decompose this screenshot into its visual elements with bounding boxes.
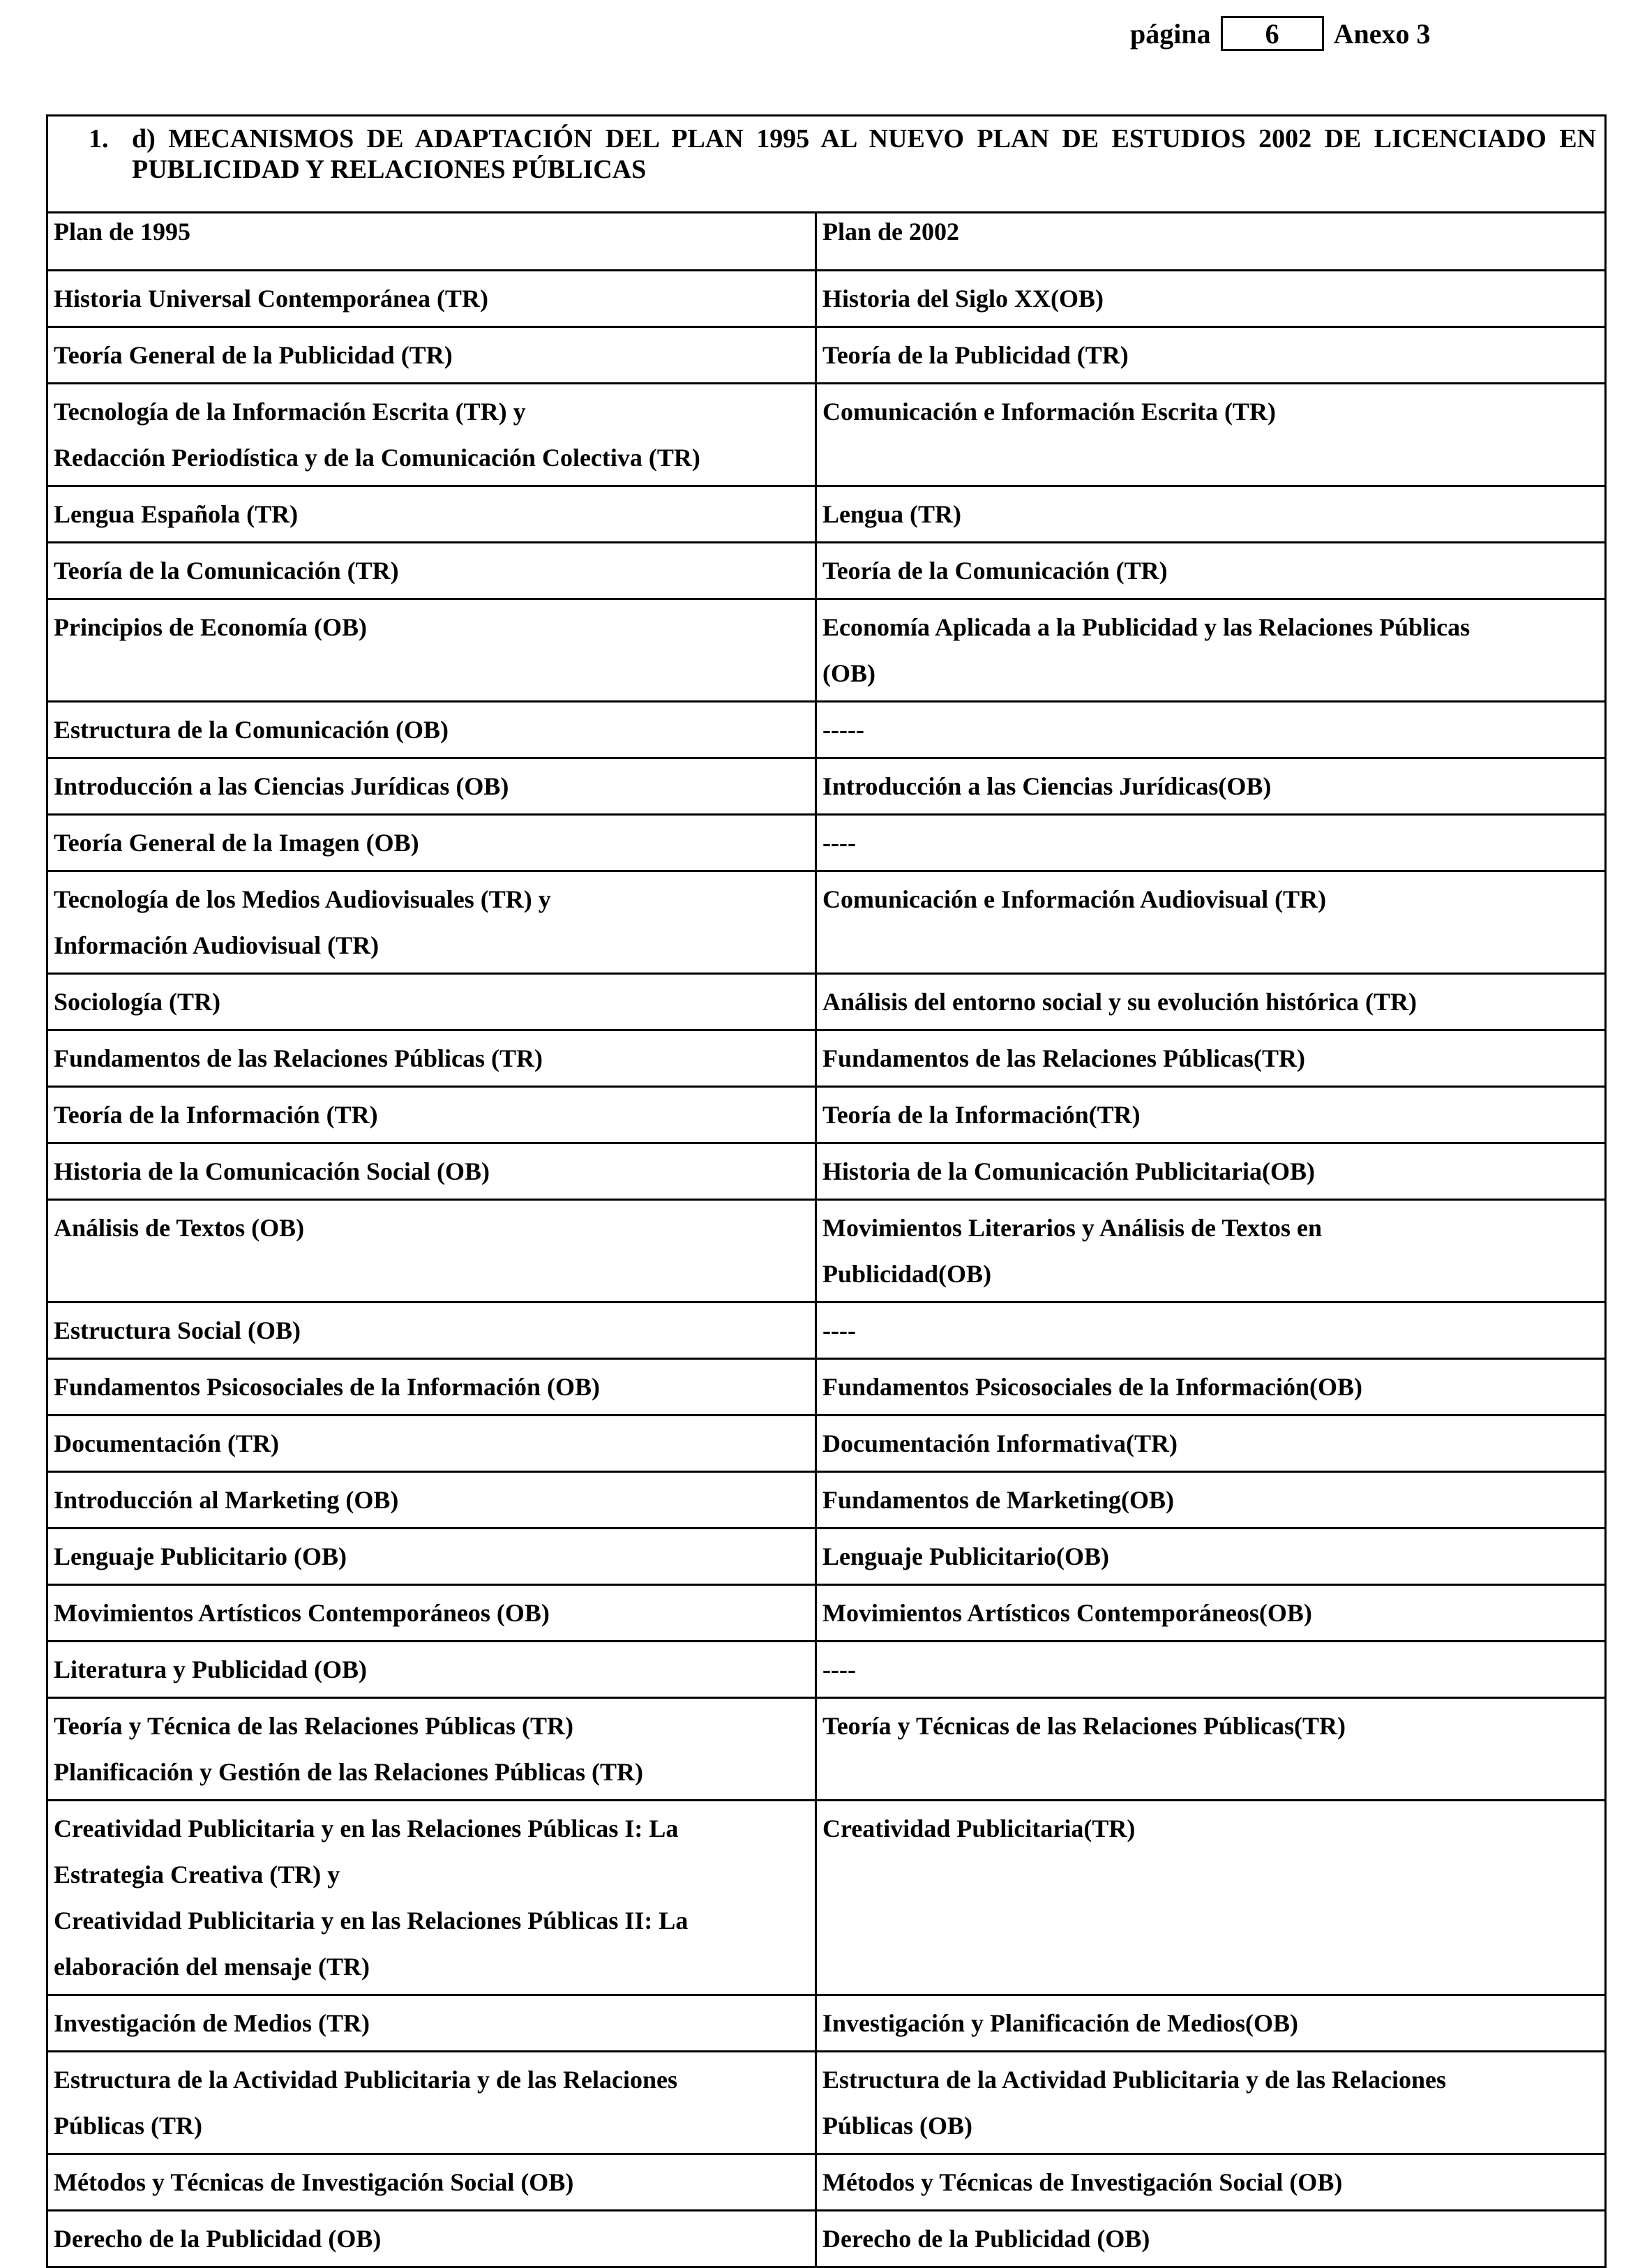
plan-2002-cell [816, 1415, 1606, 1472]
adaptation-table [46, 114, 1607, 2268]
table-row [47, 543, 1606, 599]
table-row [47, 1200, 1606, 1302]
plan-1995-subject: Movimientos Artísticos Contemporáneos (OB) [54, 1599, 550, 1627]
table-row [47, 871, 1606, 974]
plan-2002-subject: Historia de la Comunicación Publicitaria(OB) [822, 1157, 1315, 1185]
plan-1995-subject: Estrategia Creativa (TR) y [54, 1861, 340, 1888]
table-row [47, 384, 1606, 486]
plan-1995-subject: Documentación (TR) [54, 1429, 279, 1457]
plan-1995-cell [47, 1801, 816, 1995]
plan-1995-cell [47, 2154, 816, 2211]
plan-2002-subject: Publicidad(OB) [822, 1260, 992, 1288]
table-row [47, 1302, 1606, 1359]
plan-1995-subject: Introducción al Marketing (OB) [54, 1486, 399, 1514]
page-number-box [1221, 16, 1324, 51]
plan-2002-subject: Creatividad Publicitaria(TR) [822, 1815, 1136, 1842]
table-row [47, 271, 1606, 327]
plan-2002-cell [816, 1030, 1606, 1087]
annex-label: Anexo 3 [1333, 17, 1431, 50]
plan-2002-subject: ----- [822, 716, 864, 744]
table-row [47, 1030, 1606, 1087]
plan-1995-subject: Fundamentos de las Relaciones Públicas (TR) [54, 1044, 543, 1072]
plan-1995-subject: Tecnología de los Medios Audiovisuales (TR) y [54, 885, 551, 913]
page-header [1130, 13, 1431, 54]
plan-2002-subject: (OB) [822, 659, 875, 687]
plan-1995-subject: Tecnología de la Información Escrita (TR) y [54, 398, 526, 426]
plan-1995-cell [47, 1995, 816, 2052]
plan-2002-cell [816, 815, 1606, 871]
plan-1995-subject: Públicas (TR) [54, 2112, 203, 2140]
plan-2002-cell [816, 758, 1606, 815]
column-header-row [47, 213, 1606, 271]
plan-1995-subject: Redacción Periodística y de la Comunicación Colectiva (TR) [54, 444, 700, 472]
plan-1995-subject: Lengua Española (TR) [54, 500, 299, 528]
title-row [47, 116, 1606, 213]
plan-2002-subject: Lengua (TR) [822, 500, 962, 528]
plan-1995-cell [47, 974, 816, 1030]
plan-2002-subject: Públicas (OB) [822, 2112, 973, 2140]
plan-2002-subject: Estructura de la Actividad Publicitaria y de las Relaciones [822, 2066, 1446, 2094]
table-row [47, 974, 1606, 1030]
plan-1995-subject: Historia de la Comunicación Social (OB) [54, 1157, 490, 1185]
plan-2002-cell [816, 599, 1606, 702]
plan-1995-subject: Estructura de la Actividad Publicitaria y de las Relaciones [54, 2066, 677, 2094]
table-row [47, 1801, 1606, 1995]
plan-1995-subject: Métodos y Técnicas de Investigación Social (OB) [54, 2168, 574, 2196]
plan-1995-subject: Fundamentos Psicosociales de la Información (OB) [54, 1373, 600, 1401]
plan-2002-subject: Documentación Informativa(TR) [822, 1429, 1178, 1457]
plan-1995-cell [47, 1529, 816, 1585]
plan-1995-subject: Lenguaje Publicitario (OB) [54, 1542, 347, 1570]
table-row [47, 1087, 1606, 1143]
plan-2002-cell [816, 1302, 1606, 1359]
plan-1995-subject: Literatura y Publicidad (OB) [54, 1655, 367, 1683]
plan-2002-cell [816, 486, 1606, 543]
plan-2002-subject: Fundamentos Psicosociales de la Información(OB) [822, 1373, 1362, 1401]
plan-2002-subject: Teoría de la Información(TR) [822, 1101, 1141, 1129]
plan-1995-cell [47, 486, 816, 543]
plan-2002-cell [816, 1585, 1606, 1642]
plan-2002-subject: Fundamentos de las Relaciones Públicas(TR) [822, 1044, 1306, 1072]
plan-1995-subject: Teoría General de la Publicidad (TR) [54, 341, 453, 369]
plan-2002-subject: Derecho de la Publicidad (OB) [822, 2225, 1150, 2253]
plan-1995-subject: Sociología (TR) [54, 988, 220, 1016]
plan-2002-cell [816, 384, 1606, 486]
plan-2002-cell [816, 1200, 1606, 1302]
plan-2002-cell [816, 1472, 1606, 1529]
plan-2002-cell [816, 1529, 1606, 1585]
plan-1995-cell [47, 1585, 816, 1642]
table-row [47, 327, 1606, 384]
plan-2002-subject: Movimientos Literarios y Análisis de Textos en [822, 1214, 1323, 1242]
plan-1995-cell [47, 702, 816, 758]
plan-2002-cell [816, 1143, 1606, 1200]
plan-2002-subject: Investigación y Planificación de Medios(OB) [822, 2009, 1298, 2037]
plan-2002-subject: Métodos y Técnicas de Investigación Social (OB) [822, 2168, 1343, 2196]
plan-1995-subject: Teoría y Técnica de las Relaciones Públicas (TR) [54, 1712, 573, 1740]
table-row [47, 2154, 1606, 2211]
page-number: 6 [1265, 17, 1279, 50]
plan-1995-cell [47, 1302, 816, 1359]
plan-1995-subject: Teoría de la Información (TR) [54, 1101, 378, 1129]
plan-2002-cell [816, 1801, 1606, 1995]
plan-1995-cell [47, 2211, 816, 2267]
table-row [47, 1143, 1606, 1200]
column-header-plan-1995: Plan de 1995 [47, 213, 816, 271]
plan-1995-subject: Planificación y Gestión de las Relaciones Públicas (TR) [54, 1758, 643, 1786]
plan-1995-cell [47, 327, 816, 384]
table-row [47, 1642, 1606, 1698]
plan-1995-subject: Historia Universal Contemporánea (TR) [54, 285, 488, 313]
plan-1995-subject: Teoría de la Comunicación (TR) [54, 557, 399, 585]
plan-1995-subject: Introducción a las Ciencias Jurídicas (OB) [54, 772, 509, 800]
plan-1995-cell [47, 1143, 816, 1200]
plan-2002-subject: Movimientos Artísticos Contemporáneos(OB) [822, 1599, 1312, 1627]
plan-2002-subject: Fundamentos de Marketing(OB) [822, 1486, 1174, 1514]
plan-2002-subject: Análisis del entorno social y su evolución histórica (TR) [822, 988, 1417, 1016]
plan-2002-subject: ---- [822, 1655, 856, 1683]
plan-1995-subject: Derecho de la Publicidad (OB) [54, 2225, 382, 2253]
plan-1995-subject: Análisis de Textos (OB) [54, 1214, 305, 1242]
plan-1995-cell [47, 1087, 816, 1143]
section-number: 1. [89, 124, 109, 153]
plan-2002-subject: Lenguaje Publicitario(OB) [822, 1542, 1109, 1570]
plan-2002-subject: Teoría de la Comunicación (TR) [822, 557, 1168, 585]
table-row [47, 1995, 1606, 2052]
plan-2002-cell [816, 327, 1606, 384]
table-row [47, 2052, 1606, 2154]
section-title: d) MECANISMOS DE ADAPTACIÓN DEL PLAN 1995 AL NUEVO PLAN DE ESTUDIOS 2002 DE LICENCIADO EN PUBLICIDAD Y RELACIONES PÚBLICAS [132, 124, 1597, 184]
plan-1995-subject: Estructura Social (OB) [54, 1316, 301, 1344]
page-label: página [1130, 17, 1211, 50]
plan-1995-subject: elaboración del mensaje (TR) [54, 1953, 370, 1981]
table-row [47, 1585, 1606, 1642]
plan-2002-cell [816, 271, 1606, 327]
plan-1995-cell [47, 1200, 816, 1302]
plan-2002-cell [816, 1642, 1606, 1698]
plan-2002-cell [816, 2154, 1606, 2211]
plan-1995-subject: Teoría General de la Imagen (OB) [54, 829, 419, 857]
plan-2002-subject: Economía Aplicada a la Publicidad y las Relaciones Públicas [822, 613, 1471, 641]
plan-2002-subject: Teoría de la Publicidad (TR) [822, 341, 1129, 369]
plan-2002-cell [816, 871, 1606, 974]
table-row [47, 815, 1606, 871]
plan-2002-subject: Historia del Siglo XX(OB) [822, 285, 1104, 313]
plan-1995-subject: Investigación de Medios (TR) [54, 2009, 370, 2037]
plan-2002-cell [816, 543, 1606, 599]
plan-1995-subject: Creatividad Publicitaria y en las Relaciones Públicas II: La [54, 1907, 689, 1935]
plan-1995-subject: Información Audiovisual (TR) [54, 931, 379, 959]
plan-1995-cell [47, 384, 816, 486]
plan-2002-cell [816, 2052, 1606, 2154]
title-cell [47, 116, 1606, 213]
plan-2002-subject: ---- [822, 1316, 856, 1344]
plan-1995-cell [47, 1472, 816, 1529]
plan-1995-subject: Principios de Economía (OB) [54, 613, 367, 641]
table-row [47, 1472, 1606, 1529]
table-row [47, 1529, 1606, 1585]
plan-1995-cell [47, 1415, 816, 1472]
plan-2002-cell [816, 1698, 1606, 1801]
plan-1995-subject: Estructura de la Comunicación (OB) [54, 716, 449, 744]
plan-2002-cell [816, 702, 1606, 758]
table-row [47, 1359, 1606, 1415]
plan-2002-subject: ---- [822, 829, 856, 857]
plan-1995-cell [47, 2052, 816, 2154]
plan-1995-cell [47, 871, 816, 974]
table-row [47, 486, 1606, 543]
plan-2002-subject: Comunicación e Información Escrita (TR) [822, 398, 1276, 426]
plan-1995-cell [47, 271, 816, 327]
plan-2002-cell [816, 2211, 1606, 2267]
plan-1995-cell [47, 758, 816, 815]
plan-2002-subject: Introducción a las Ciencias Jurídicas(OB) [822, 772, 1272, 800]
plan-1995-cell [47, 543, 816, 599]
column-header-plan-2002: Plan de 2002 [816, 213, 1606, 271]
plan-1995-cell [47, 599, 816, 702]
plan-1995-subject: Creatividad Publicitaria y en las Relaciones Públicas I: La [54, 1815, 679, 1842]
table-row [47, 599, 1606, 702]
plan-2002-cell [816, 1087, 1606, 1143]
plan-1995-cell [47, 1359, 816, 1415]
plan-2002-cell [816, 974, 1606, 1030]
plan-1995-cell [47, 1698, 816, 1801]
plan-1995-cell [47, 1030, 816, 1087]
table-row [47, 1698, 1606, 1801]
table-row [47, 758, 1606, 815]
plan-2002-subject: Comunicación e Información Audiovisual (TR) [822, 885, 1327, 913]
plan-1995-cell [47, 1642, 816, 1698]
table-row [47, 702, 1606, 758]
plan-2002-cell [816, 1359, 1606, 1415]
plan-1995-cell [47, 815, 816, 871]
table-row [47, 1415, 1606, 1472]
plan-2002-subject: Teoría y Técnicas de las Relaciones Públicas(TR) [822, 1712, 1346, 1740]
plan-2002-cell [816, 1995, 1606, 2052]
table-row [47, 2211, 1606, 2267]
